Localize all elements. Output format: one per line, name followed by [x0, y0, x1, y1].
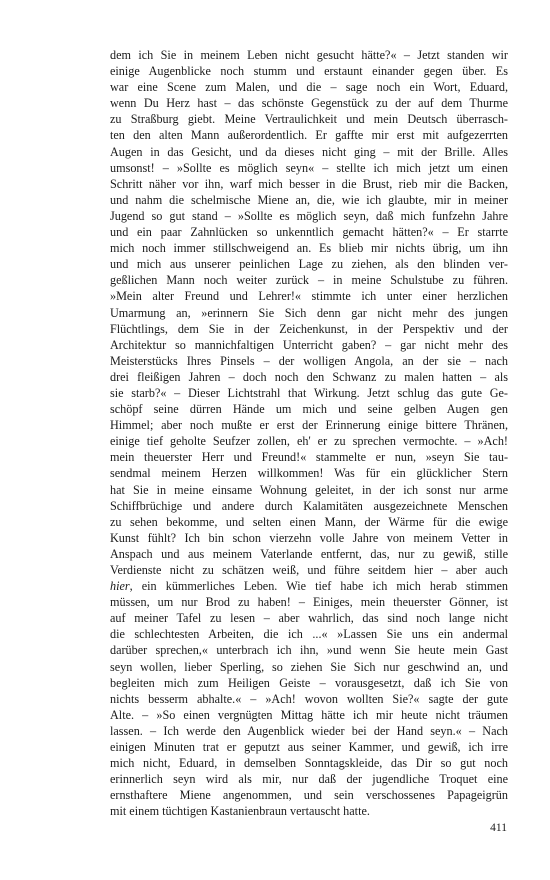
body-text — [110, 47, 508, 820]
text-line: hier, ein kümmerliches Leben. Wie tief habe ich mich herab stimmen — [110, 579, 508, 594]
text-line: Schritt näher vor ihn, warf mich besser in die Brust, rieb mir die Backen, — [110, 176, 508, 191]
text-line: schöpf seine dürren Hände um mich und seine gelben Augen gen — [110, 402, 508, 417]
text-line: mein theuerster Herr und Freund!« stammelte er nun, »seyn Sie tau- — [110, 450, 508, 465]
text-line: nichts besserm abhalte.« – »Ach! wovon wollten Sie?« sagte der gute — [110, 691, 508, 706]
text-line: darüber sprechen,« unterbrach ich ihn, »und wenn Sie heute mein Gast — [110, 643, 508, 658]
text-line: auf meiner Tafel zu lesen – aber wahrlich, das sind noch lange nicht — [110, 611, 508, 626]
text-line: zu Straßburg giebt. Meine Vertraulichkeit und mein Deutsch überrasch- — [110, 112, 508, 127]
text-line: mich noch immer stillschweigend an. Es blieb mir nichts übrig, um ihn — [110, 241, 508, 256]
text-line: ernsthaftere Miene angenommen, und sein verschossenes Papageigrün — [110, 788, 508, 803]
text-line: einige Augenblicke noch stumm und erstaunt einander gegen über. Es — [110, 64, 508, 79]
text-line: »Mein alter Freund und Lehrer!« stimmte ich unter einer herzlichen — [110, 289, 508, 304]
text-line: Umarmung an, »erinnern Sie Sich denn gar nicht mehr des jungen — [110, 305, 508, 320]
text-line: ten den alten Mann außerordentlich. Er gaffte mir erst mit aufgezerrten — [110, 128, 508, 143]
text-line: war eine Scene zum Malen, und die – sage noch ein Wort, Eduard, — [110, 80, 508, 95]
text-line: erinnerlich seyn wird als mir, nur daß der jugendliche Troquet eine — [110, 772, 508, 787]
text-line: und ein paar Zahnlücken so unkenntlich gemacht hätten?« – Er starrte — [110, 225, 508, 240]
text-line: Kunst fühlt? Ich bin schon vierzehn volle Jahre von meinem Vetter in — [110, 530, 508, 545]
text-line: und mich aus unserer peinlichen Lage zu ziehen, als den blinden ver- — [110, 257, 508, 272]
text-line: sie starb?« – Dieser Lichtstrahl that Wirkung. Jetzt schlug das gute Ge- — [110, 385, 508, 400]
text-line: dem ich Sie in meinem Leben nicht gesucht hätte?« – Jetzt standen wir — [110, 48, 508, 62]
text-line: sendmal meinem Herzen willkommen! Was für ein glücklicher Stern — [110, 466, 508, 481]
text-line: Architektur so mannichfaltigen Unterricht gaben? – gar nicht mehr des — [110, 337, 508, 352]
text-line: Jugend so gut stand – »Sollte es möglich seyn, daß mich funfzehn Jahre — [110, 208, 508, 223]
text-line: wenn Du Herz hast – das schönste Gegenstück zu der auf dem Thurme — [110, 96, 508, 111]
text-line: Meisterstücks Ihres Pinsels – der wolligen Angola, an der sie – nach — [110, 353, 508, 368]
page-number: 411 — [490, 822, 507, 834]
text-line: Augen in das Gesicht, und da dieses nicht ging – mit der Brille. Alles — [110, 144, 508, 159]
text-line: und nahm die schelmische Miene an, die, wie ich glaubte, mir in meiner — [110, 192, 508, 207]
text-line: Schiffbrüchige und andere durch Kalamitäten ausgezeichnete Menschen — [110, 498, 508, 513]
text-line: Himmel; aber noch mußte er erst der Erinnerung einige bittere Thränen, — [110, 418, 508, 433]
text-line: einige tief geholte Seufzer zollen, eh' er zu sprechen vermochte. – »Ach! — [110, 434, 508, 449]
text-line: müssen, um nur Brod zu haben! – Einiges, mein theuerster Gönner, ist — [110, 595, 508, 610]
text-line: geßlichen Mann noch weiter zurück – in meine Schulstube zu führen. — [110, 273, 508, 288]
text-line: hat Sie in meine einsame Wohnung geleitet, in der ich sonst nur arme — [110, 482, 508, 497]
text-line: begleiten mich zum Heiligen Geiste – vorausgesetzt, daß ich Sie von — [110, 675, 508, 690]
text-line: umsonst! – »Sollte es möglich seyn« – stellte ich mich jetzt um einen — [110, 160, 508, 175]
text-line: mich nicht, Eduard, in demselben Sonntagskleide, das Dir so gut noch — [110, 756, 508, 771]
text-line: zu sehen bekomme, und selten einen Mann, der Wärme für die ewige — [110, 514, 508, 529]
text-line: drei fleißigen Jahren – doch noch den Schwanz zu malen hatten – als — [110, 369, 508, 384]
text-line: Flüchtlings, dem Sie in der Zeichenkunst, in der Perspektiv und der — [110, 321, 508, 336]
text-line: lassen. – Ich werde den Augenblick wieder bei der Hand seyn.« – Nach — [110, 723, 508, 738]
text-line: seyn wollen, lieber Sperling, so ziehen Sie Sich nur geschwind an, und — [110, 659, 508, 674]
text-line: Alte. – »So einen vergnügten Mittag hätte ich mir heute nicht träumen — [110, 707, 508, 722]
text-line: die schlechtesten Arbeiten, die ich ...« »Lassen Sie uns ein andermal — [110, 627, 508, 642]
text-line: Anspach und aus meinem Vaterlande entfernt, das, nur zu gewiß, stille — [110, 546, 508, 561]
text-line: Verdienste nicht zu schätzen weiß, und führe seitdem hier – aber auch — [110, 563, 508, 577]
text-line: mit einem tüchtigen Kastanienbraun vertauscht hatte. — [110, 804, 370, 819]
text-line: einigen Minuten trat er geputzt aus seiner Kammer, und gewiß, ich irre — [110, 740, 508, 755]
